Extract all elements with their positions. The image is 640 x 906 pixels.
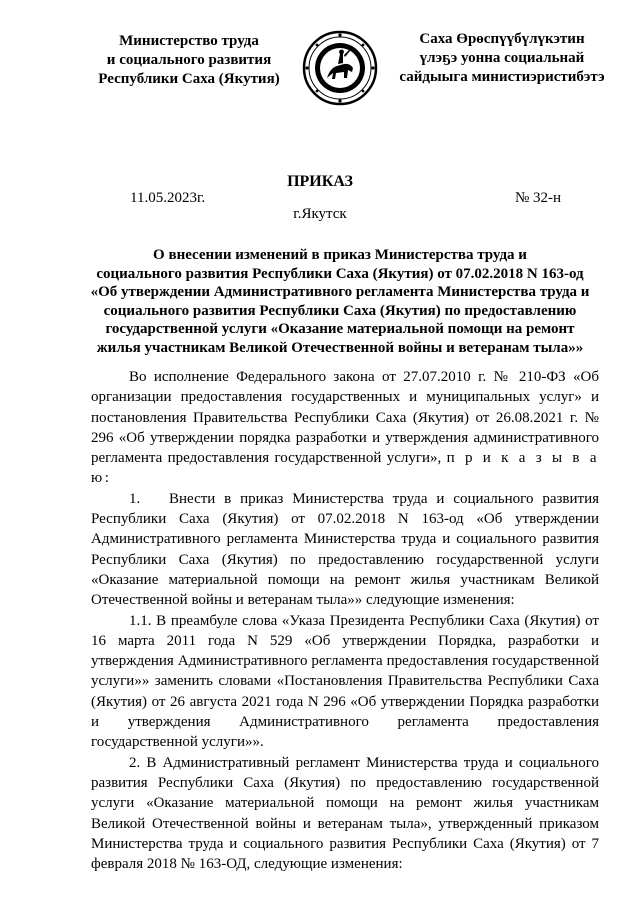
order-city: г.Якутск — [293, 206, 347, 222]
ministry-name-line: үлэҕэ уонна социальнай — [419, 50, 585, 66]
prikazyvayu-text: п р и к а з ы в а ю: — [91, 450, 599, 487]
sakha-emblem-icon — [300, 28, 380, 108]
item-1-1-paragraph: 1.1. В преамбуле слова «Указа Президента Республики Саха (Якутия) от 16 марта 2011 года N 529 «Об утверждении Порядка, разработки и утверждения Административного регламента предоставления государственной услуги»» заменить словами «Постановления Правительства Республики Саха (Якутия) от 26 августа 2021 года N 296 «Об утверждении Порядка разработки и утверждения Административного регламента предоставления государственной услуги»». — [91, 612, 599, 751]
ministry-name-sakha — [392, 30, 612, 87]
ministry-name-line: и социального развития — [106, 52, 272, 68]
item-1-text: Внести в приказ Министерства труда и социального развития Республики Саха (Якутия) от 07.02.2018 N 163-од «Об утверждении Административного регламента Министерства труда и социального развития Республики Саха (Якутия) по предоставлению государственной услуги «Оказание материальной помощи на ремонт жилья участникам Великой Отечественной войны и ветеранам тыла»» следующие изменения: — [91, 490, 599, 609]
preamble-paragraph — [91, 367, 599, 489]
order-date: 11.05.2023г. — [130, 190, 206, 206]
ministry-name-line: сайдыыга министиэристибэтэ — [399, 69, 605, 85]
order-subject — [80, 246, 600, 357]
subject-line: «Об утверждении Административного регламента Министерства труда и — [90, 284, 590, 300]
ministry-name-line: Министерство труда — [119, 33, 259, 49]
item-2-paragraph: 2. В Административный регламент Министерства труда и социального развития Республики Саха (Якутия) по предоставлению государственной услуги «Оказание материальной помощи на ремонт жилья участникам Великой Отечественной войны и ветеранам тыла», утвержденный приказом Министерства труда и социального развития Республики Саха (Якутия) от 7 февраля 2018 № 163-ОД, следующие изменения: — [91, 754, 599, 873]
order-number: № 32-н — [515, 190, 562, 206]
ministry-name-russian — [84, 32, 294, 89]
subject-line: социального развития Республики Саха (Якутия) по предоставлению — [103, 302, 577, 319]
subject-line: государственной услуги «Оказание материальной помощи на ремонт — [105, 321, 575, 337]
ministry-name-line: Саха Өрөспүүбүлүкэтин — [419, 31, 585, 47]
subject-line: О внесении изменений в приказ Министерства труда и — [153, 247, 527, 263]
item-1-paragraph — [91, 489, 599, 611]
document-title: ПРИКАЗ — [287, 173, 353, 190]
item-1-number: 1. — [129, 490, 141, 507]
document-body — [91, 367, 599, 874]
preamble-text: Во исполнение Федерального закона от 27.07.2010 г. № 210-ФЗ «Об организации предоставления государственных и муниципальных услуг» и постановления Правительства Республики Саха (Якутия) от 26.08.2021 г. № 296 «Об утверждении порядка разработки и утверждения административного регламента предоставления государственной услуги», — [91, 369, 599, 467]
subject-line: жилья участникам Великой Отечественной войны и ветеранам тыла»» — [96, 339, 584, 356]
subject-line: социального развития Республики Саха (Якутия) от 07.02.2018 N 163-од — [96, 265, 584, 282]
ministry-name-line: Республики Саха (Якутия) — [98, 71, 280, 87]
